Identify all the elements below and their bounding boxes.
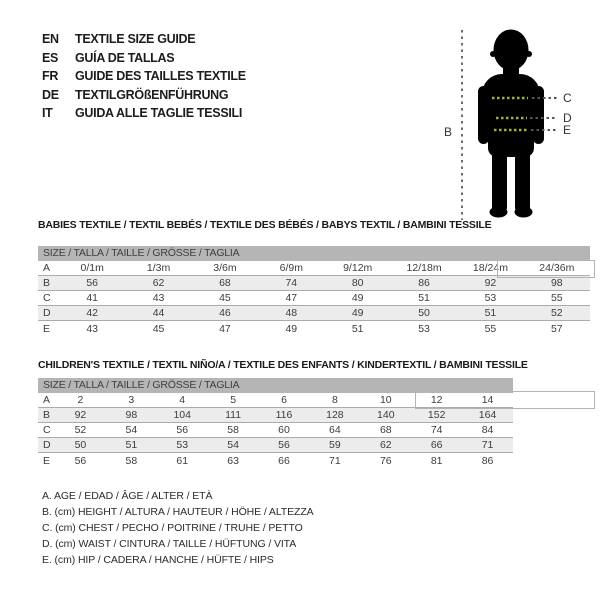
language-row-it bbox=[42, 104, 246, 123]
table-cell: 24/36m bbox=[539, 262, 575, 274]
table-cell: 4 bbox=[179, 394, 186, 406]
language-code: DE bbox=[42, 87, 59, 102]
table-cell: 49 bbox=[285, 322, 298, 335]
row-label: B bbox=[43, 409, 51, 421]
table-cell: 46 bbox=[219, 307, 231, 319]
language-label: TEXTILE SIZE GUIDE bbox=[75, 32, 196, 47]
table-cell: 53 bbox=[484, 292, 497, 304]
table-cell: 55 bbox=[484, 322, 497, 335]
table-cell: 5 bbox=[230, 394, 237, 406]
table-cell: 45 bbox=[219, 292, 231, 304]
language-label: GUÍA DE TALLAS bbox=[75, 50, 175, 65]
table-cell: 6 bbox=[281, 394, 287, 406]
table-cell: 1/3m bbox=[146, 262, 171, 274]
table-cell: 51 bbox=[418, 292, 430, 304]
table-cell: 128 bbox=[326, 409, 344, 421]
highlight-box-children bbox=[415, 391, 595, 409]
table-row-e bbox=[38, 453, 513, 468]
table-cell: 52 bbox=[550, 307, 563, 319]
table-cell: 51 bbox=[125, 439, 138, 451]
table-cell: 58 bbox=[125, 454, 138, 467]
table-cell: 92 bbox=[484, 277, 497, 289]
table-cell: 49 bbox=[351, 292, 364, 304]
table-cell: 86 bbox=[481, 454, 494, 467]
table-cell: 80 bbox=[351, 277, 364, 289]
table-cell: 86 bbox=[418, 277, 430, 289]
legend-line-waist: D. (cm) WAIST / CINTURA / TAILLE / HÜFTUNG / VITA bbox=[42, 538, 297, 550]
language-row-es bbox=[42, 49, 246, 68]
language-code: EN bbox=[42, 32, 59, 47]
size-header-bar: SIZE / TALLA / TAILLE / GRÖSSE / TAGLIA bbox=[38, 246, 590, 261]
table-cell: 54 bbox=[227, 439, 239, 451]
table-cell: 47 bbox=[285, 292, 298, 304]
table-cell: 74 bbox=[285, 277, 298, 289]
table-cell: 49 bbox=[351, 307, 364, 319]
table-cell: 3 bbox=[128, 394, 135, 406]
table-cell: 48 bbox=[285, 307, 298, 319]
table-cell: 50 bbox=[74, 439, 87, 451]
table-cell: 61 bbox=[176, 454, 189, 467]
row-label: A bbox=[43, 262, 51, 274]
label-e: E bbox=[563, 123, 572, 137]
size-header-bar: SIZE / TALLA / TAILLE / GRÖSSE / TAGLIA bbox=[38, 378, 513, 393]
table-cell: 140 bbox=[377, 409, 395, 421]
table-cell: 6/9m bbox=[279, 262, 303, 274]
row-label: E bbox=[43, 454, 51, 467]
table-cell: 64 bbox=[329, 424, 341, 436]
language-row-fr bbox=[42, 67, 246, 86]
language-label: GUIDA ALLE TAGLIE TESSILI bbox=[75, 106, 243, 121]
children-section-title: CHILDREN'S TEXTILE / TEXTIL NIÑO/A / TEXTILE DES ENFANTS / KINDERTEXTIL / BAMBINI TESSILE bbox=[38, 359, 528, 371]
table-cell: 81 bbox=[430, 454, 443, 467]
measurement-legend bbox=[42, 488, 314, 568]
table-cell: 62 bbox=[152, 277, 165, 289]
table-cell: 52 bbox=[74, 424, 87, 436]
table-cell: 98 bbox=[125, 409, 138, 421]
table-cell: 57 bbox=[550, 322, 563, 335]
table-cell: 14 bbox=[481, 394, 494, 406]
table-cell: 0/1m bbox=[80, 262, 104, 274]
table-cell: 71 bbox=[329, 454, 341, 467]
table-cell: 71 bbox=[481, 439, 494, 451]
table-cell: 84 bbox=[481, 424, 494, 436]
table-cell: 98 bbox=[550, 277, 563, 289]
table-cell: 58 bbox=[227, 424, 239, 436]
table-row-d bbox=[38, 438, 513, 453]
table-cell: 53 bbox=[418, 322, 430, 335]
table-cell: 56 bbox=[86, 277, 99, 289]
table-cell: 66 bbox=[278, 454, 290, 467]
table-cell: 55 bbox=[550, 292, 563, 304]
row-label: D bbox=[43, 439, 51, 451]
table-cell: 42 bbox=[86, 307, 99, 319]
table-cell: 152 bbox=[427, 409, 446, 421]
legend-line-height: B. (cm) HEIGHT / ALTURA / HAUTEUR / HÖHE / ALTEZZA bbox=[42, 506, 314, 518]
table-cell: 54 bbox=[125, 424, 138, 436]
table-cell: 18/24m bbox=[472, 262, 508, 274]
label-b: B bbox=[444, 125, 453, 139]
table-cell: 68 bbox=[379, 424, 392, 436]
label-d: D bbox=[563, 111, 572, 125]
language-code: ES bbox=[42, 50, 59, 65]
table-cell: 59 bbox=[329, 439, 341, 451]
label-c: C bbox=[563, 91, 572, 105]
row-label: E bbox=[43, 322, 51, 335]
legend-line-age: A. AGE / EDAD / ÂGE / ALTER / ETÀ bbox=[42, 490, 213, 502]
language-row-en bbox=[42, 30, 246, 49]
row-label: D bbox=[43, 307, 51, 319]
language-code: FR bbox=[42, 69, 59, 84]
table-cell: 66 bbox=[430, 439, 443, 451]
language-list bbox=[42, 30, 246, 123]
child-silhouette-icon bbox=[430, 10, 600, 230]
table-row-d bbox=[38, 306, 590, 321]
table-cell: 111 bbox=[225, 409, 242, 421]
table-cell: 45 bbox=[152, 322, 165, 335]
row-label: C bbox=[43, 292, 51, 304]
language-label: TEXTILGRÖßENFÜHRUNG bbox=[75, 87, 229, 102]
measurement-figure bbox=[430, 10, 600, 230]
table-cell: 8 bbox=[331, 394, 338, 406]
language-label: GUIDE DES TAILLES TEXTILE bbox=[75, 69, 246, 84]
table-cell: 51 bbox=[484, 307, 497, 319]
table-cell: 60 bbox=[278, 424, 290, 436]
table-cell: 92 bbox=[74, 409, 87, 421]
table-cell: 76 bbox=[379, 454, 392, 467]
table-cell: 53 bbox=[176, 439, 189, 451]
table-cell: 43 bbox=[86, 322, 99, 335]
table-cell: 12 bbox=[430, 394, 443, 406]
table-cell: 3/6m bbox=[213, 262, 237, 274]
highlight-box-babies bbox=[497, 260, 595, 278]
row-label: C bbox=[43, 424, 51, 436]
table-row-c bbox=[38, 423, 513, 438]
legend-line-chest: C. (cm) CHEST / PECHO / POITRINE / TRUHE / PETTO bbox=[42, 522, 303, 534]
table-row-e bbox=[38, 321, 590, 336]
table-cell: 116 bbox=[275, 409, 293, 421]
table-row-c bbox=[38, 291, 590, 306]
table-cell: 51 bbox=[351, 322, 364, 335]
table-cell: 164 bbox=[478, 409, 497, 421]
table-cell: 74 bbox=[430, 424, 443, 436]
table-cell: 47 bbox=[219, 322, 231, 335]
table-row-b bbox=[38, 276, 590, 291]
table-cell: 44 bbox=[152, 307, 165, 319]
silhouette-shape bbox=[478, 30, 544, 218]
table-cell: 63 bbox=[227, 454, 239, 467]
legend-line-hip: E. (cm) HIP / CADERA / HANCHE / HÜFTE / HIPS bbox=[42, 554, 274, 566]
table-cell: 12/18m bbox=[406, 262, 442, 274]
table-cell: 56 bbox=[74, 454, 87, 467]
language-code: IT bbox=[42, 106, 53, 121]
table-cell: 68 bbox=[219, 277, 231, 289]
table-cell: 9/12m bbox=[343, 262, 373, 274]
table-cell: 10 bbox=[379, 394, 392, 406]
table-row-b bbox=[38, 408, 513, 423]
table-cell: 56 bbox=[176, 424, 189, 436]
row-label: B bbox=[43, 277, 51, 289]
table-cell: 41 bbox=[86, 292, 99, 304]
row-label: A bbox=[43, 394, 51, 406]
table-cell: 2 bbox=[77, 394, 84, 406]
table-cell: 62 bbox=[379, 439, 392, 451]
table-cell: 43 bbox=[152, 292, 165, 304]
table-cell: 56 bbox=[278, 439, 290, 451]
language-row-de bbox=[42, 86, 246, 105]
table-cell: 104 bbox=[173, 409, 191, 421]
table-cell: 50 bbox=[418, 307, 430, 319]
babies-section-title: BABIES TEXTILE / TEXTIL BEBÉS / TEXTILE DES BÉBÉS / BABYS TEXTIL / BAMBINI TESSILE bbox=[38, 219, 492, 231]
